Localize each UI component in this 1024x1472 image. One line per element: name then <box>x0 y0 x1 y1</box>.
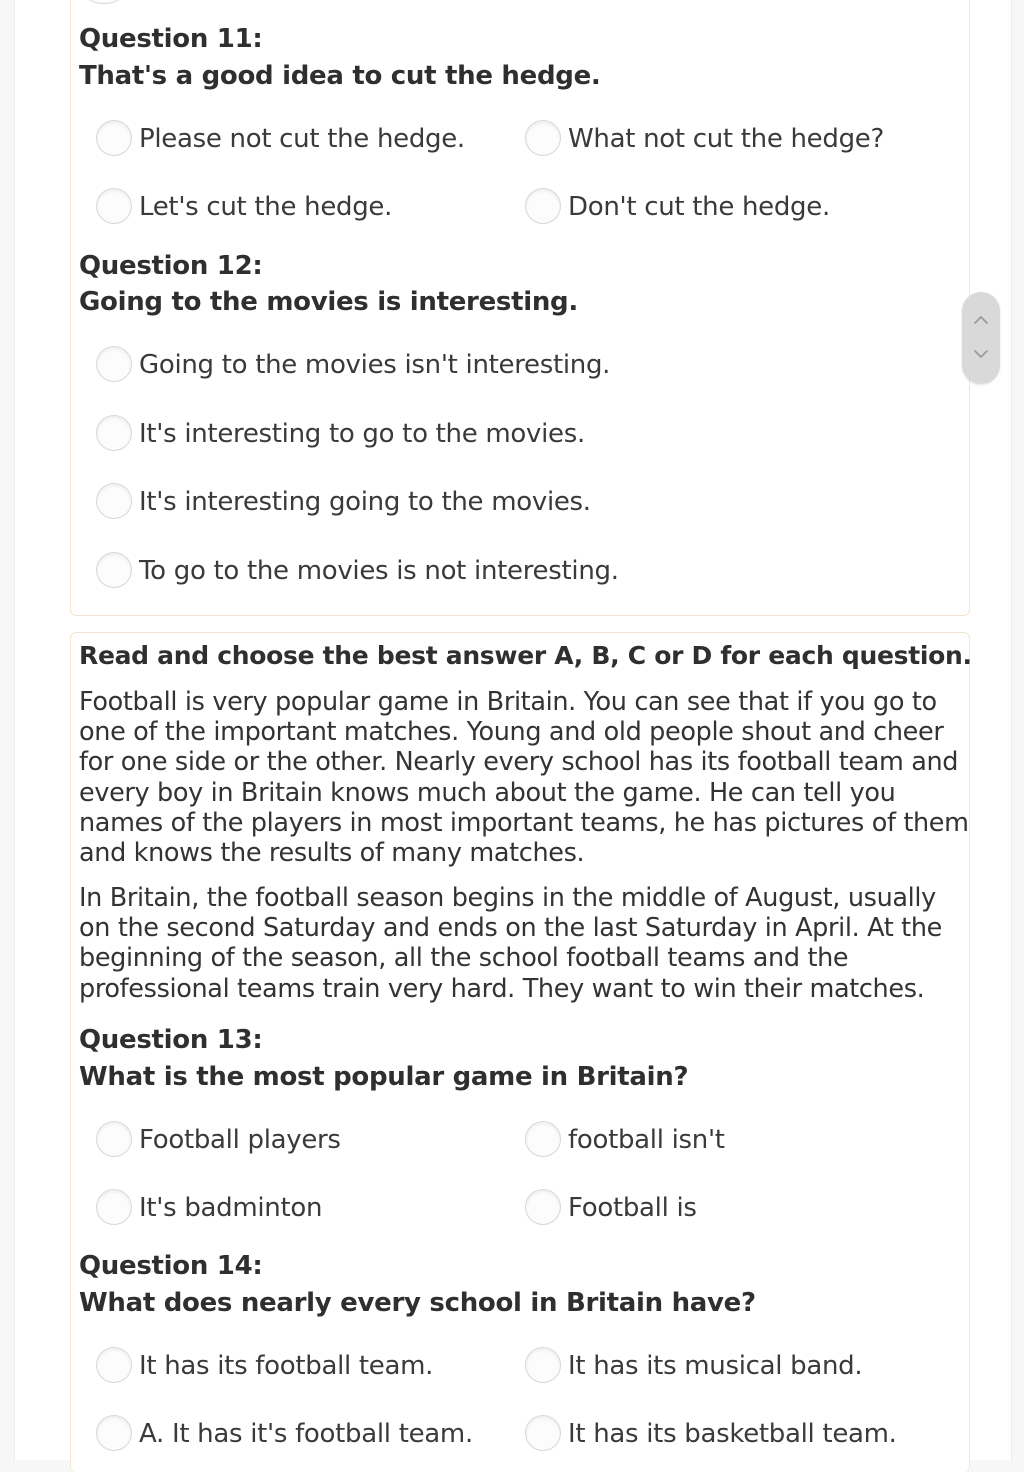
radio-button[interactable] <box>96 1347 132 1383</box>
passage-line: on the second Saturday and ends on the last Saturday in April. At the <box>79 913 942 944</box>
radio-button[interactable] <box>525 1347 561 1383</box>
question-14-stem: What does nearly every school in Britain have? <box>79 1288 756 1318</box>
chevron-down-icon[interactable] <box>971 344 991 364</box>
radio-button[interactable] <box>96 1415 132 1451</box>
q12-option-b[interactable] <box>96 415 696 459</box>
radio-button[interactable] <box>525 1189 561 1225</box>
q13-option-c[interactable] <box>96 1189 496 1233</box>
radio-button[interactable] <box>96 415 132 451</box>
passage-line: one of the important matches. Young and old people shout and cheer <box>79 717 944 748</box>
passage-line: and knows the results of many matches. <box>79 838 585 869</box>
question-13-stem: What is the most popular game in Britain? <box>79 1062 689 1092</box>
option-label: Please not cut the hedge. <box>139 124 465 154</box>
option-label: To go to the movies is not interesting. <box>139 556 619 586</box>
option-label: Don't cut the hedge. <box>568 192 830 222</box>
q11-option-d[interactable] <box>525 188 925 232</box>
q11-option-c[interactable] <box>96 188 496 232</box>
q14-option-b[interactable] <box>525 1347 925 1391</box>
q13-option-b[interactable] <box>525 1121 925 1165</box>
radio-button[interactable] <box>96 1189 132 1225</box>
question-14-title: Question 14: <box>79 1251 263 1281</box>
option-label: It has its musical band. <box>568 1351 863 1381</box>
q14-option-a[interactable] <box>96 1347 496 1391</box>
option-label: What not cut the hedge? <box>568 124 884 154</box>
question-13-title: Question 13: <box>79 1025 263 1055</box>
radio-button[interactable] <box>96 188 132 224</box>
question-11-stem: That's a good idea to cut the hedge. <box>79 61 601 91</box>
reading-paragraph-2 <box>79 883 969 1004</box>
option-label: football isn't <box>568 1125 725 1155</box>
passage-line: names of the players in most important teams, he has pictures of them <box>79 807 969 838</box>
radio-button[interactable] <box>96 346 132 382</box>
option-label: Going to the movies isn't interesting. <box>139 350 611 380</box>
passage-line: In Britain, the football season begins in the middle of August, usually <box>79 883 936 913</box>
radio-button[interactable] <box>525 120 561 156</box>
q14-option-c[interactable] <box>96 1415 496 1459</box>
option-label: It's interesting going to the movies. <box>139 487 591 517</box>
passage-line: Football is very popular game in Britain. You can see that if you go to <box>79 687 937 717</box>
option-label: It's badminton <box>139 1193 323 1223</box>
reading-paragraph-1 <box>79 687 969 868</box>
q13-option-a[interactable] <box>96 1121 496 1165</box>
chevron-up-icon[interactable] <box>971 310 991 330</box>
radio-button[interactable] <box>525 188 561 224</box>
passage-line: professional teams train very hard. They want to win their matches. <box>79 973 925 1004</box>
reading-instructions: Read and choose the best answer A, B, C or D for each question. <box>79 641 972 670</box>
passage-line: beginning of the season, all the school football teams and the <box>79 943 849 974</box>
option-label: It has its basketball team. <box>568 1419 897 1449</box>
q11-option-b[interactable] <box>525 120 925 164</box>
option-label: Let's cut the hedge. <box>139 192 393 222</box>
radio-button[interactable] <box>96 1121 132 1157</box>
q12-option-a[interactable] <box>96 346 696 390</box>
passage-line: every boy in Britain knows much about the game. He can tell you <box>79 777 896 808</box>
radio-button[interactable] <box>525 1121 561 1157</box>
q12-option-d[interactable] <box>96 552 696 596</box>
radio-button[interactable] <box>96 552 132 588</box>
q12-option-c[interactable] <box>96 483 696 527</box>
question-11-title: Question 11: <box>79 24 263 54</box>
q11-option-a[interactable] <box>96 120 496 164</box>
question-12-stem: Going to the movies is interesting. <box>79 287 578 317</box>
q13-option-d[interactable] <box>525 1189 925 1233</box>
passage-line: for one side or the other. Nearly every school has its football team and <box>79 747 959 778</box>
radio-button[interactable] <box>525 1415 561 1451</box>
option-label: It's interesting to go to the movies. <box>139 419 585 449</box>
option-label: It has its football team. <box>139 1351 434 1381</box>
option-label: Football players <box>139 1125 341 1155</box>
radio-button[interactable] <box>96 120 132 156</box>
q14-option-d[interactable] <box>525 1415 925 1459</box>
option-label: A. It has it's football team. <box>139 1419 473 1449</box>
option-label: Football is <box>568 1193 697 1223</box>
question-navigator[interactable] <box>962 292 1000 384</box>
radio-button[interactable] <box>96 483 132 519</box>
question-12-title: Question 12: <box>79 251 263 281</box>
